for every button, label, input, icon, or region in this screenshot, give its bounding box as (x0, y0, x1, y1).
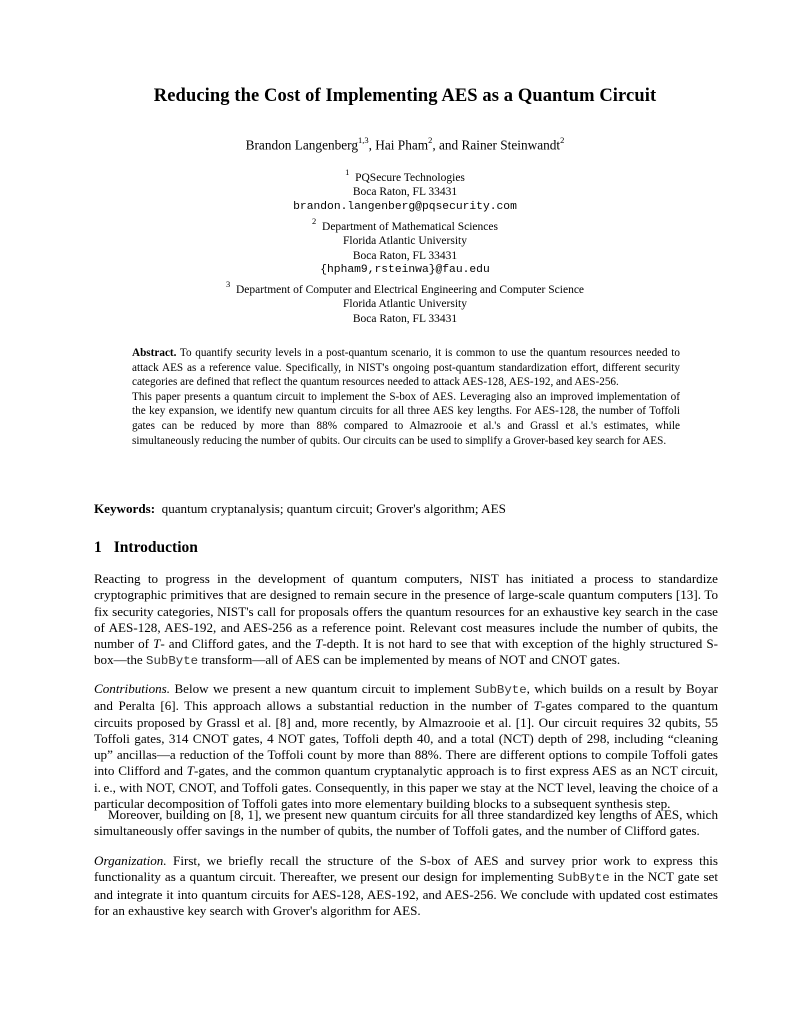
author-name: Rainer Steinwandt (461, 137, 561, 153)
affiliation-line: Florida Atlantic University (343, 235, 467, 248)
abstract-label: Abstract. (132, 347, 177, 359)
section-title: Introduction (113, 539, 198, 556)
affiliation-line: Florida Atlantic University (343, 298, 467, 311)
abstract (132, 346, 680, 448)
section-number: 1 (94, 539, 102, 556)
abstract-paragraph: This paper presents a quantum circuit to implement the S-box of AES. Leveraging also an improved implementation of the key expansion, we identify new quantum circuits for all three AES key lengths. For AES-128, the number of Toffoli gates can be reduced by more than 88% compared to Almazrooie et al.'s and Grassl et al.'s estimates, while simultaneously reducing the number of qubits. Our circuits can be used to simplify a Grover-based key search for AES. (132, 390, 680, 447)
author-affil-mark: 1,3 (358, 135, 369, 145)
affiliation-line: Boca Raton, FL 33431 (352, 186, 458, 199)
moreover-paragraph: Moreover, building on [8, 1], we present new quantum circuits for all three standardized key lengths of AES, which simultaneously offer savings in the number of qubits, the number of Toffoli gates, and the number of Clifford gates. (94, 807, 718, 839)
intro-paragraph: Reacting to progress in the development of quantum computers, NIST has initiated a process to standardize cryptographic primitives that are designed to remain secure in the presence of large-scale quantum computers [13]. To fix security categories, NIST's call for proposals offers the quantum resources for an exhaustive key search in the case of AES-128, AES-192, and AES-256 as a reference point. Relevant cost measures include the number of qubits, the number of T- and Clifford gates, and the T-depth. It is not hard to see that with exception of the highly structured S-box—the SubByte transform—all of AES can be implemented by means of NOT and CNOT gates. (94, 571, 718, 669)
paragraph-heading: Contributions. (94, 681, 171, 696)
affiliation-line: $^2$ Department of Mathematical Sciences (312, 215, 498, 233)
author-email: {hpham9,rsteinwa}@fau.edu (320, 264, 490, 277)
code-term: SubByte (146, 654, 199, 669)
author-affil-mark: 2 (560, 135, 565, 145)
contributions-paragraph: Contributions. Below we present a new quantum circuit to implement SubByte, which builds on a result by Boyar and Peralta [6]. This approach allows a substantial reduction in the number of T-gates compared to the quantum circuits proposed by Grassl et al. [8] and, more recently, by Almazrooie et al. [1]. Our circuit requires 32 qubits, 55 Toffoli gates, 314 CNOT gates, 4 NOT gates, Toffoli depth 40, and a total (NCT) depth of 298, including “cleaning up” ancillas—a reduction of the Toffoli count by more than 88%. There are different options to compile Toffoli gates into Clifford and T-gates, and the common quantum cryptanalytic approach is to first express AES as an NCT circuit, i. e., with NOT, CNOT, and Toffoli gates. Consequently, in this paper we stay at the NCT level, leaving the choice of a particular decomposition of Toffoli gates into more elementary building blocks to a subsequent synthesis step. (94, 681, 719, 812)
affiliation-line: Boca Raton, FL 33431 (352, 312, 458, 325)
abstract-paragraph: To quantify security levels in a post-quantum scenario, it is common to use the quantum resources needed to attack AES as a reference value. Specifically, in NIST's ongoing post-quantum standardization effort, different security categories are defined that reflect the quantum resources needed to attack AES-128, AES-192, and AES-256. (132, 347, 680, 389)
affiliations (0, 166, 810, 326)
author-list: Brandon Langenberg$^{1,3}$, Hai Pham$^2$, and Rainer Steinwandt$^2$ (245, 135, 565, 153)
affiliation-line: Boca Raton, FL 33431 (352, 249, 458, 262)
organization-paragraph: Organization. First, we briefly recall the structure of the S-box of AES and survey prior work to express this functionality as a quantum circuit. Thereafter, we present our design for implementing SubByte in the NCT gate set and integrate it into quantum circuits for AES-128, AES-192, and AES-256. We conclude with updated cost estimates for an exhaustive key search with Grover's algorithm for AES. (94, 853, 719, 918)
section-heading (94, 539, 198, 557)
code-term: SubByte (474, 683, 527, 697)
paper-title: Reducing the Cost of Implementing AES as a Quantum Circuit (153, 86, 657, 106)
affiliation-line: $^1$ PQSecure Technologies (345, 167, 465, 184)
keywords-label: Keywords: (94, 501, 156, 516)
keywords-text: quantum cryptanalysis; quantum circuit; Grover's algorithm; AES (161, 501, 506, 516)
author-affil-mark: 2 (428, 135, 433, 145)
author-name: Hai Pham (375, 137, 429, 153)
author-name: Brandon Langenberg (245, 137, 358, 153)
affiliation-line: $^3$ Department of Computer and Electrical Engineering and Computer Science (225, 278, 585, 296)
paragraph-heading: Organization. (94, 853, 167, 868)
code-term: SubByte (557, 871, 610, 886)
keywords (94, 501, 718, 517)
author-email: brandon.langenberg@pqsecurity.com (293, 201, 517, 214)
